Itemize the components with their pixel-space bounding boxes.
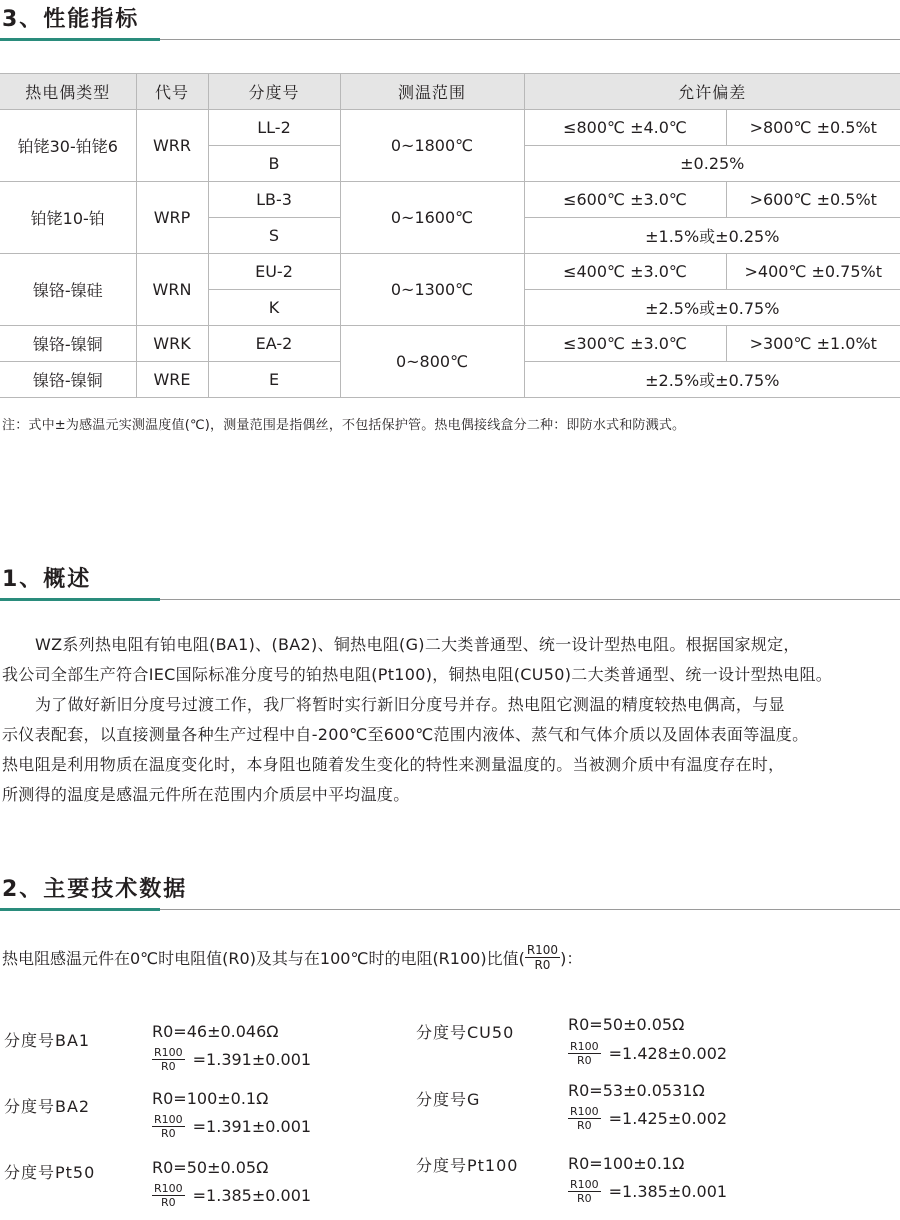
ratio-value [568,1105,727,1132]
ratio-fraction [525,943,560,972]
table-row [0,182,900,218]
code-cell: WRK [136,326,208,362]
grade-cell: K [208,290,340,326]
grade-cell: S [208,218,340,254]
section-1-heading [0,562,900,600]
ratio-number: =1.385±0.001 [608,1182,728,1201]
range-cell: 0~800℃ [340,326,524,398]
grade-cell: E [208,362,340,398]
table-note: 注：式中±为感温元实测温度值(℃)，测量范围是指偶丝，不包括保护管。热电偶接线盒分二种：即防水式和防溅式。 [2,418,686,433]
ratio-number: =1.391±0.001 [192,1050,312,1069]
type-cell: 镍铬-镍硅 [0,254,136,326]
r0-value: R0=50±0.05Ω [568,1015,685,1034]
table-row [0,254,900,290]
section-2-title: 2、主要技术数据 [2,877,188,902]
fraction-numerator: R100 [570,1105,599,1118]
header-cell: 允许偏差 [524,74,900,110]
grade-label: 分度号BA2 [4,1097,91,1116]
intro-end: )： [560,949,583,968]
table-row [0,110,900,146]
fraction-denominator: R0 [576,1054,592,1067]
header-cell: 分度号 [208,74,340,110]
grade-cell: EA-2 [208,326,340,362]
tolerance-cell: ±2.5%或±0.75% [524,290,900,326]
intro-formula-line [2,943,582,972]
overview-paragraph [2,630,898,810]
grade-cell: B [208,146,340,182]
ratio-fraction [568,1105,601,1132]
grade-label: 分度号CU50 [416,1023,515,1042]
range-cell: 0~1600℃ [340,182,524,254]
r0-value: R0=50±0.05Ω [152,1158,269,1177]
fraction-numerator: R100 [526,943,559,957]
type-cell: 铂铑10-铂 [0,182,136,254]
r0-value: R0=53±0.0531Ω [568,1081,705,1100]
fraction-denominator: R0 [534,958,551,972]
fraction-denominator: R0 [160,1060,176,1073]
paragraph-line: 我公司全部生产符合IEC国际标准分度号的铂热电阻(Pt100)，铜热电阻(CU50)二大类普通型、统一设计型热电阻。 [2,665,833,684]
tolerance-cell: ±1.5%或±0.25% [524,218,900,254]
tolerance-high-cell: >400℃ ±0.75%t [726,254,900,290]
tolerance-low-cell: ≤600℃ ±3.0℃ [524,182,726,218]
tolerance-cell: ±2.5%或±0.75% [524,362,900,398]
type-cell: 镍铬-镍铜 [0,326,136,362]
paragraph-line: 所测得的温度是感温元件所在范围内介质层中平均温度。 [2,785,410,804]
intro-text: 热电阻感温元件在0℃时电阻值(R0)及其与在100℃时的电阻(R100)比值( [2,949,525,968]
ratio-number: =1.385±0.001 [192,1186,312,1205]
tolerance-high-cell: >300℃ ±1.0%t [726,326,900,362]
r0-value: R0=100±0.1Ω [152,1089,269,1108]
fraction-numerator: R100 [154,1046,183,1059]
code-cell: WRE [136,362,208,398]
fraction-denominator: R0 [160,1127,176,1140]
section-accent-bar [0,598,160,601]
range-cell: 0~1800℃ [340,110,524,182]
fraction-denominator: R0 [576,1192,592,1205]
ratio-value [152,1113,311,1140]
section-2-heading [0,872,900,910]
grade-label: 分度号Pt100 [416,1156,519,1175]
tolerance-low-cell: ≤400℃ ±3.0℃ [524,254,726,290]
section-accent-bar [0,908,160,911]
header-cell: 热电偶类型 [0,74,136,110]
tolerance-high-cell: >600℃ ±0.5%t [726,182,900,218]
code-cell: WRR [136,110,208,182]
fraction-denominator: R0 [576,1119,592,1132]
grade-cell: LB-3 [208,182,340,218]
paragraph-line: WZ系列热电阻有铂电阻(BA1)、(BA2)、铜热电阻(G)二大类普通型、统一设计型热电阻。根据国家规定， [35,635,800,654]
ratio-fraction [568,1178,601,1205]
section-3-title: 3、性能指标 [2,7,140,32]
section-accent-bar [0,38,160,41]
table-header-row [0,74,900,110]
code-cell: WRN [136,254,208,326]
r0-value: R0=100±0.1Ω [568,1154,685,1173]
range-cell: 0~1300℃ [340,254,524,326]
ratio-fraction [152,1182,185,1209]
grade-cell: EU-2 [208,254,340,290]
ratio-fraction [568,1040,601,1067]
tolerance-low-cell: ≤300℃ ±3.0℃ [524,326,726,362]
grade-label: 分度号Pt50 [4,1163,96,1182]
fraction-denominator: R0 [160,1196,176,1209]
ratio-value [152,1046,311,1073]
r0-value: R0=46±0.046Ω [152,1022,279,1041]
tolerance-cell: ±0.25% [524,146,900,182]
tolerance-high-cell: >800℃ ±0.5%t [726,110,900,146]
ratio-number: =1.428±0.002 [608,1044,728,1063]
ratio-number: =1.391±0.001 [192,1117,312,1136]
paragraph-line: 热电阻是利用物质在温度变化时，本身阻也随着发生变化的特性来测量温度的。当被测介质中有温度存在时， [2,755,785,774]
section-1-title: 1、概述 [2,567,92,592]
type-cell: 铂铑30-铂铑6 [0,110,136,182]
table-row [0,326,900,362]
paragraph-line: 为了做好新旧分度号过渡工作，我厂将暂时实行新旧分度号并存。热电阻它测温的精度较热电偶高，与显 [35,695,785,714]
fraction-numerator: R100 [570,1178,599,1191]
performance-table [0,73,900,398]
paragraph-line: 示仪表配套，以直接测量各种生产过程中自-200℃至600℃范围内液体、蒸气和气体介质以及固体表面等温度。 [2,725,809,744]
code-cell: WRP [136,182,208,254]
section-3-heading [0,2,900,40]
tolerance-low-cell: ≤800℃ ±4.0℃ [524,110,726,146]
ratio-fraction [152,1046,185,1073]
ratio-value [568,1178,727,1205]
grade-label: 分度号BA1 [4,1031,91,1050]
fraction-numerator: R100 [154,1113,183,1126]
fraction-numerator: R100 [154,1182,183,1195]
fraction-numerator: R100 [570,1040,599,1053]
grade-cell: LL-2 [208,110,340,146]
ratio-value [568,1040,727,1067]
header-cell: 测温范围 [340,74,524,110]
type-cell: 镍铬-镍铜 [0,362,136,398]
grade-label: 分度号G [416,1090,481,1109]
ratio-fraction [152,1113,185,1140]
ratio-value [152,1182,311,1209]
header-cell: 代号 [136,74,208,110]
ratio-number: =1.425±0.002 [608,1109,728,1128]
